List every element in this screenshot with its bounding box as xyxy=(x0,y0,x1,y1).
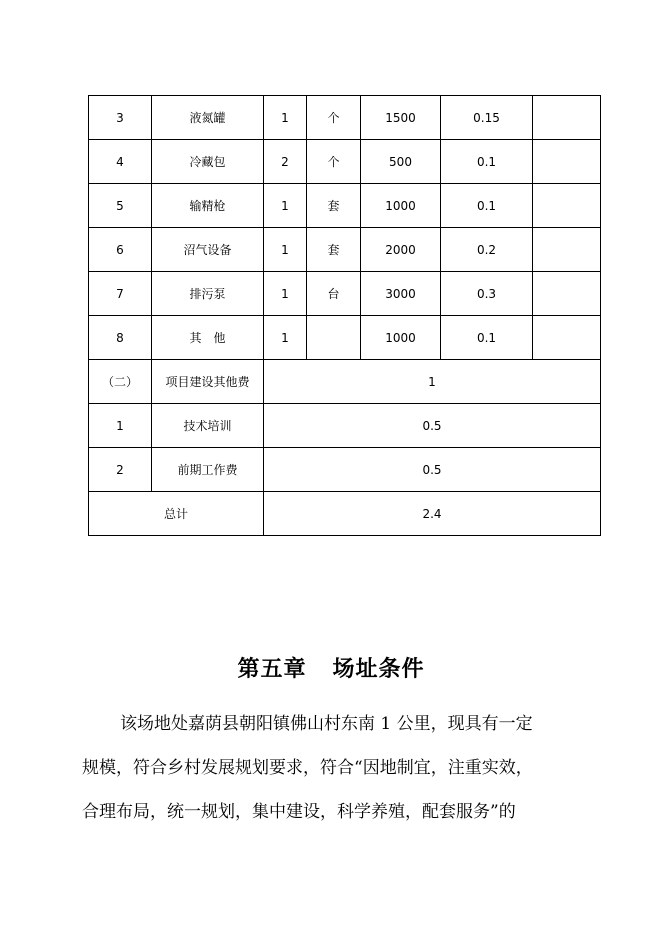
total-amount: 2.4 xyxy=(264,492,601,536)
row-number: 1 xyxy=(89,404,152,448)
item-note xyxy=(533,272,601,316)
table-row xyxy=(89,140,601,184)
item-amount: 0.5 xyxy=(264,404,601,448)
item-price: 1000 xyxy=(361,316,441,360)
item-amount: 0.3 xyxy=(441,272,533,316)
chapter-heading xyxy=(0,652,662,683)
table-row xyxy=(89,96,601,140)
item-note xyxy=(533,96,601,140)
item-name: 液氮罐 xyxy=(152,96,264,140)
item-quantity: 1 xyxy=(264,228,307,272)
item-quantity: 1 xyxy=(264,184,307,228)
item-amount: 0.1 xyxy=(441,184,533,228)
body-paragraph xyxy=(82,702,582,834)
row-number: 3 xyxy=(89,96,152,140)
paragraph-line: 合理布局，统一规划，集中建设，科学养殖，配套服务”的 xyxy=(82,802,516,822)
item-name: 输精枪 xyxy=(152,184,264,228)
item-quantity: 2 xyxy=(264,140,307,184)
item-amount: 0.15 xyxy=(441,96,533,140)
item-unit xyxy=(307,316,361,360)
section-number: （二） xyxy=(89,360,152,404)
item-amount: 0.5 xyxy=(264,448,601,492)
table-row xyxy=(89,404,601,448)
item-price: 500 xyxy=(361,140,441,184)
section-row xyxy=(89,360,601,404)
item-amount: 0.1 xyxy=(441,316,533,360)
table-row xyxy=(89,184,601,228)
item-unit: 台 xyxy=(307,272,361,316)
item-name: 技术培训 xyxy=(152,404,264,448)
budget-table xyxy=(88,95,601,536)
item-unit: 套 xyxy=(307,184,361,228)
item-quantity: 1 xyxy=(264,96,307,140)
item-amount: 0.2 xyxy=(441,228,533,272)
total-label: 总计 xyxy=(89,492,264,536)
section-amount: 1 xyxy=(264,360,601,404)
row-number: 6 xyxy=(89,228,152,272)
row-number: 5 xyxy=(89,184,152,228)
chapter-number: 第五章 xyxy=(237,656,307,682)
table-row xyxy=(89,448,601,492)
item-name: 其 他 xyxy=(152,316,264,360)
item-note xyxy=(533,316,601,360)
table-row xyxy=(89,272,601,316)
row-number: 8 xyxy=(89,316,152,360)
table-row xyxy=(89,316,601,360)
item-price: 1500 xyxy=(361,96,441,140)
item-name: 前期工作费 xyxy=(152,448,264,492)
section-name: 项目建设其他费 xyxy=(152,360,264,404)
item-name: 冷藏包 xyxy=(152,140,264,184)
row-number: 4 xyxy=(89,140,152,184)
table-row xyxy=(89,228,601,272)
paragraph-line: 规模，符合乡村发展规划要求，符合“因地制宜，注重实效， xyxy=(82,758,533,778)
item-quantity: 1 xyxy=(264,316,307,360)
row-number: 7 xyxy=(89,272,152,316)
chapter-title: 场址条件 xyxy=(332,656,425,682)
item-unit: 个 xyxy=(307,96,361,140)
item-note xyxy=(533,140,601,184)
item-price: 1000 xyxy=(361,184,441,228)
item-note xyxy=(533,184,601,228)
row-number: 2 xyxy=(89,448,152,492)
item-name: 排污泵 xyxy=(152,272,264,316)
item-quantity: 1 xyxy=(264,272,307,316)
item-unit: 个 xyxy=(307,140,361,184)
paragraph-line: 该场地处嘉荫县朝阳镇佛山村东南 1 公里，现具有一定 xyxy=(120,714,533,734)
item-name: 沼气设备 xyxy=(152,228,264,272)
item-note xyxy=(533,228,601,272)
item-price: 2000 xyxy=(361,228,441,272)
item-unit: 套 xyxy=(307,228,361,272)
item-amount: 0.1 xyxy=(441,140,533,184)
item-price: 3000 xyxy=(361,272,441,316)
total-row xyxy=(89,492,601,536)
